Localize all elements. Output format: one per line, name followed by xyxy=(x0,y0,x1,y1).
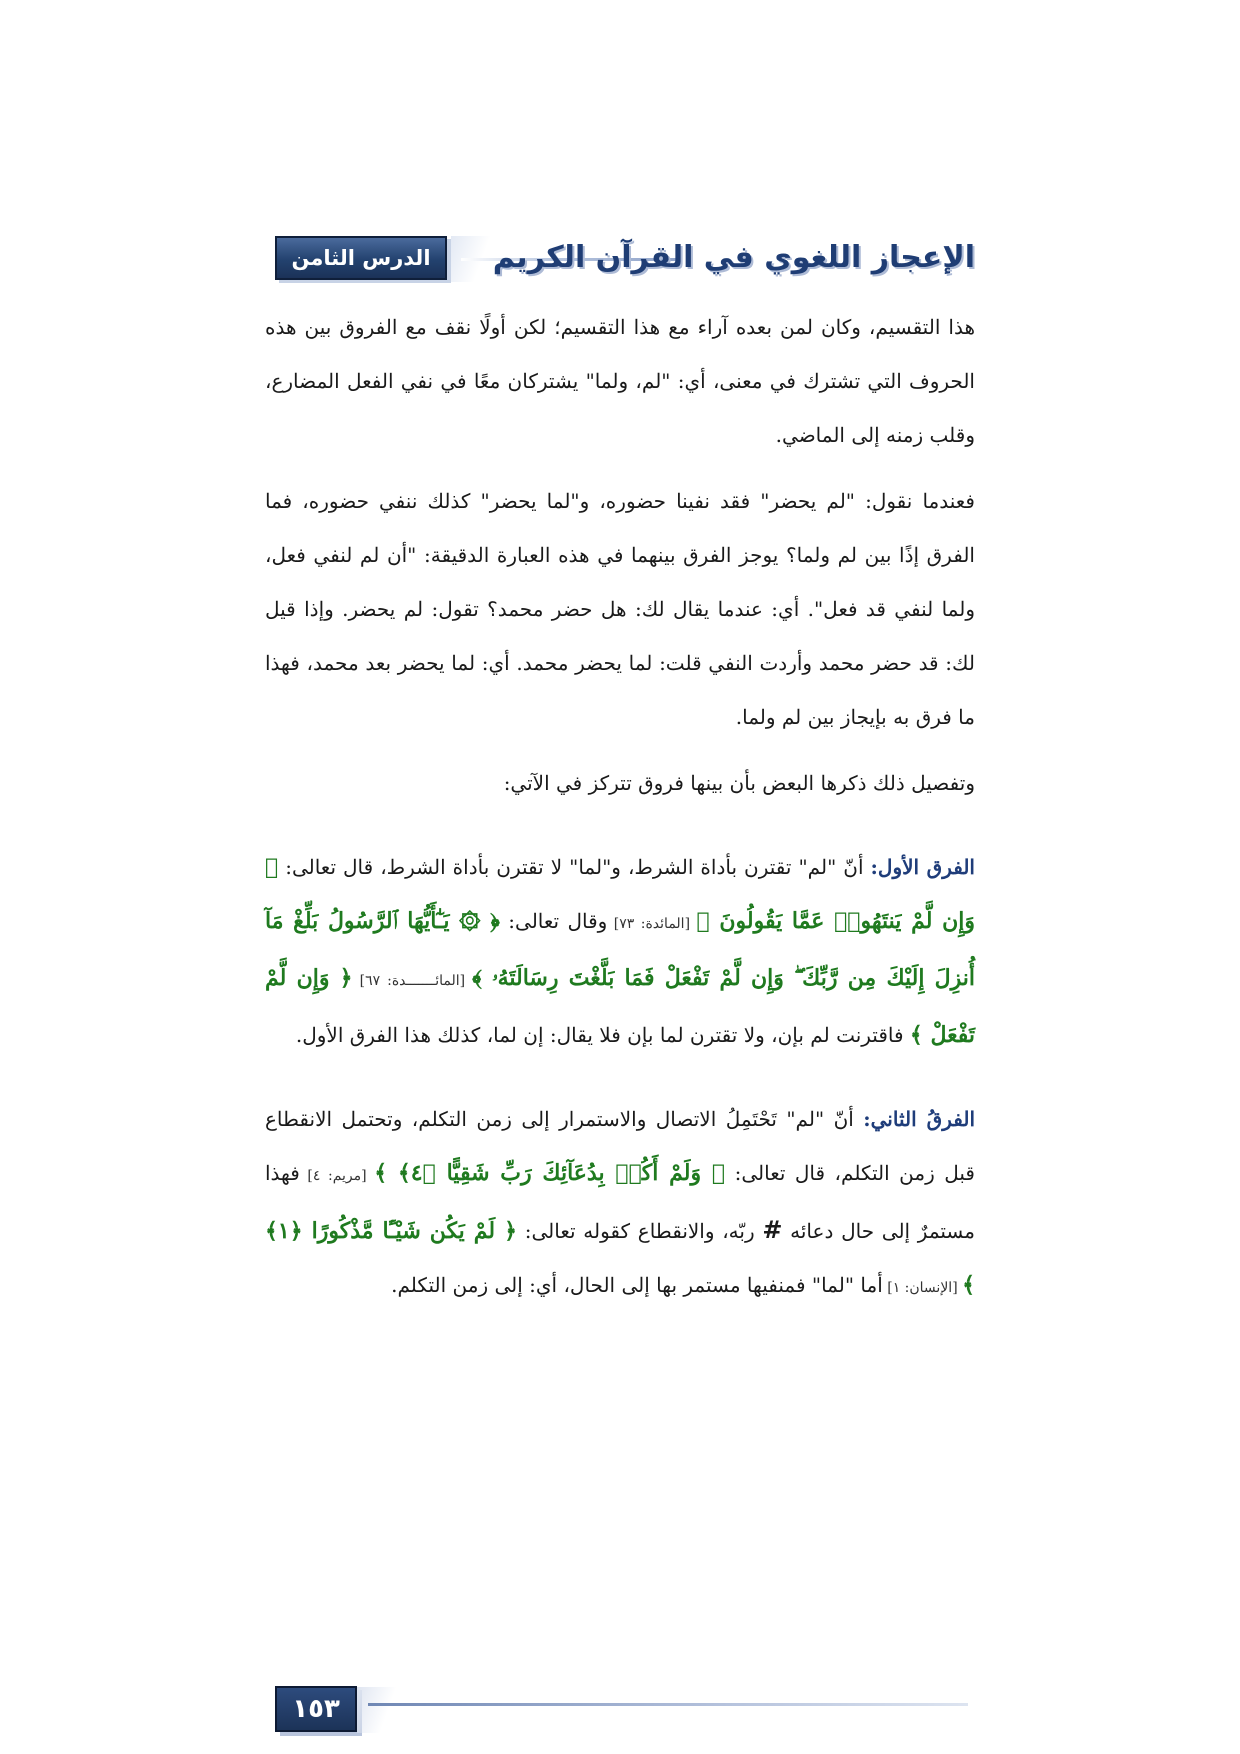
second-difference-text: فهذا مستمرٌ إلى حال دعائه xyxy=(265,1161,975,1243)
paragraph-second-difference xyxy=(265,1092,975,1315)
first-difference-text: أنّ "لم" تقترن بأداة الشرط، و"لما" لا تقترن بأداة الشرط، قال تعالى: xyxy=(278,855,871,879)
quran-verse: ﴿ وَإِن لَّمْ تَفْعَلْ ﴾ xyxy=(265,965,975,1048)
footer-divider-shadow xyxy=(357,1687,397,1733)
second-difference-label: الفرقُ الثاني: xyxy=(863,1107,975,1131)
second-difference-text: ربّه، والانقطاع كقوله تعالى: xyxy=(517,1219,763,1243)
footer-divider xyxy=(368,1703,968,1706)
quran-verse: ﴿ وَلَمْ أَكُنۢ بِدُعَآئِكَ رَبِّ شَقِيًّا ﴿٤﴾ ﴾ xyxy=(374,1160,726,1186)
paragraph-intro: هذا التقسيم، وكان لمن بعده آراء مع هذا التقسيم؛ لكن أولًا نقف مع الفروق بين هذه الحروف التي تشترك في معنى، أي: "لم، ولما" يشتركان معًا في نفي الفعل المضارع، وقلب زمنه إلى الماضي. xyxy=(265,315,975,447)
first-difference-label: الفرق الأول: xyxy=(870,855,975,879)
first-difference-text: فاقترنت لم بإن، ولا تقترن لما بإن فلا يقال: إن لما، كذلك هذا الفرق الأول. xyxy=(295,1023,910,1047)
paragraph-explanation: فعندما نقول: "لم يحضر" فقد نفينا حضوره، و"لما يحضر" كذلك ننفي حضوره، فما الفرق إذًا بين لم ولما؟ يوجز الفرق بينهما في هذه العبارة الدقيقة: "أن لم لنفي فعل، ولما لنفي قد فعل". أي: عندما يقال لك: هل حضر محمد؟ تقول: لم يحضر. وإذا قيل لك: قد حضر محمد وأردت النفي قلت: لما يحضر محمد. أي: لما يحضر بعد محمد، فهذا ما فرق به بإيجاز بين لم ولما. xyxy=(265,489,975,729)
verse-reference: [مريم: ٤] xyxy=(299,1168,375,1184)
quran-verse: ﴿ وَإِن لَّمْ يَنتَهُوا۟ عَمَّا يَقُولُونَ ﴾ xyxy=(265,854,975,934)
second-difference-text: أما "لما" فمنفيها مستمر بها إلى الحال، أي: إلى زمن التكلم. xyxy=(391,1273,883,1297)
page-number: ١٥٣ xyxy=(275,1686,357,1732)
verse-reference: [الإنسان: ١] xyxy=(882,1280,963,1296)
first-difference-text: وقال تعالى: xyxy=(499,909,608,933)
verse-reference: [المائـــــــدة: ٦٧] xyxy=(352,973,473,989)
book-title: الإعجاز اللغوي في القرآن الكريم xyxy=(492,239,975,275)
paragraph-details-intro: وتفصيل ذلك ذكرها البعض بأن بينها فروق تتركز في الآتي: xyxy=(503,771,975,795)
page-body xyxy=(265,300,975,1315)
lesson-badge: الدرس الثامن xyxy=(275,236,447,280)
quran-verse: ﴿ لَمْ يَكُن شَيْـًٔا مَّذْكُورًا ﴿١﴾ ﴾ xyxy=(265,1218,975,1298)
honorific-symbol: # xyxy=(762,1215,783,1244)
page-header xyxy=(265,228,975,288)
second-difference-text: أنّ "لم" تَحْتَمِلُ الاتصال والاستمرار إلى زمن التكلم، وتحتمل الانقطاع قبل زمن التكلم، قال تعالى: xyxy=(265,1107,975,1185)
quran-verse: ﴿ ۞ يَـٰٓأَيُّهَا ٱلرَّسُولُ بَلِّغْ مَآ أُنزِلَ إِلَيْكَ مِن رَّبِّكَ ۖ وَإِن لَّمْ تَفْعَلْ فَمَا بَلَّغْتَ رِسَالَتَهُۥ ﴾ xyxy=(265,908,976,991)
paragraph-first-difference xyxy=(265,840,975,1062)
verse-reference: [المائدة: ٧٣] xyxy=(607,916,697,932)
